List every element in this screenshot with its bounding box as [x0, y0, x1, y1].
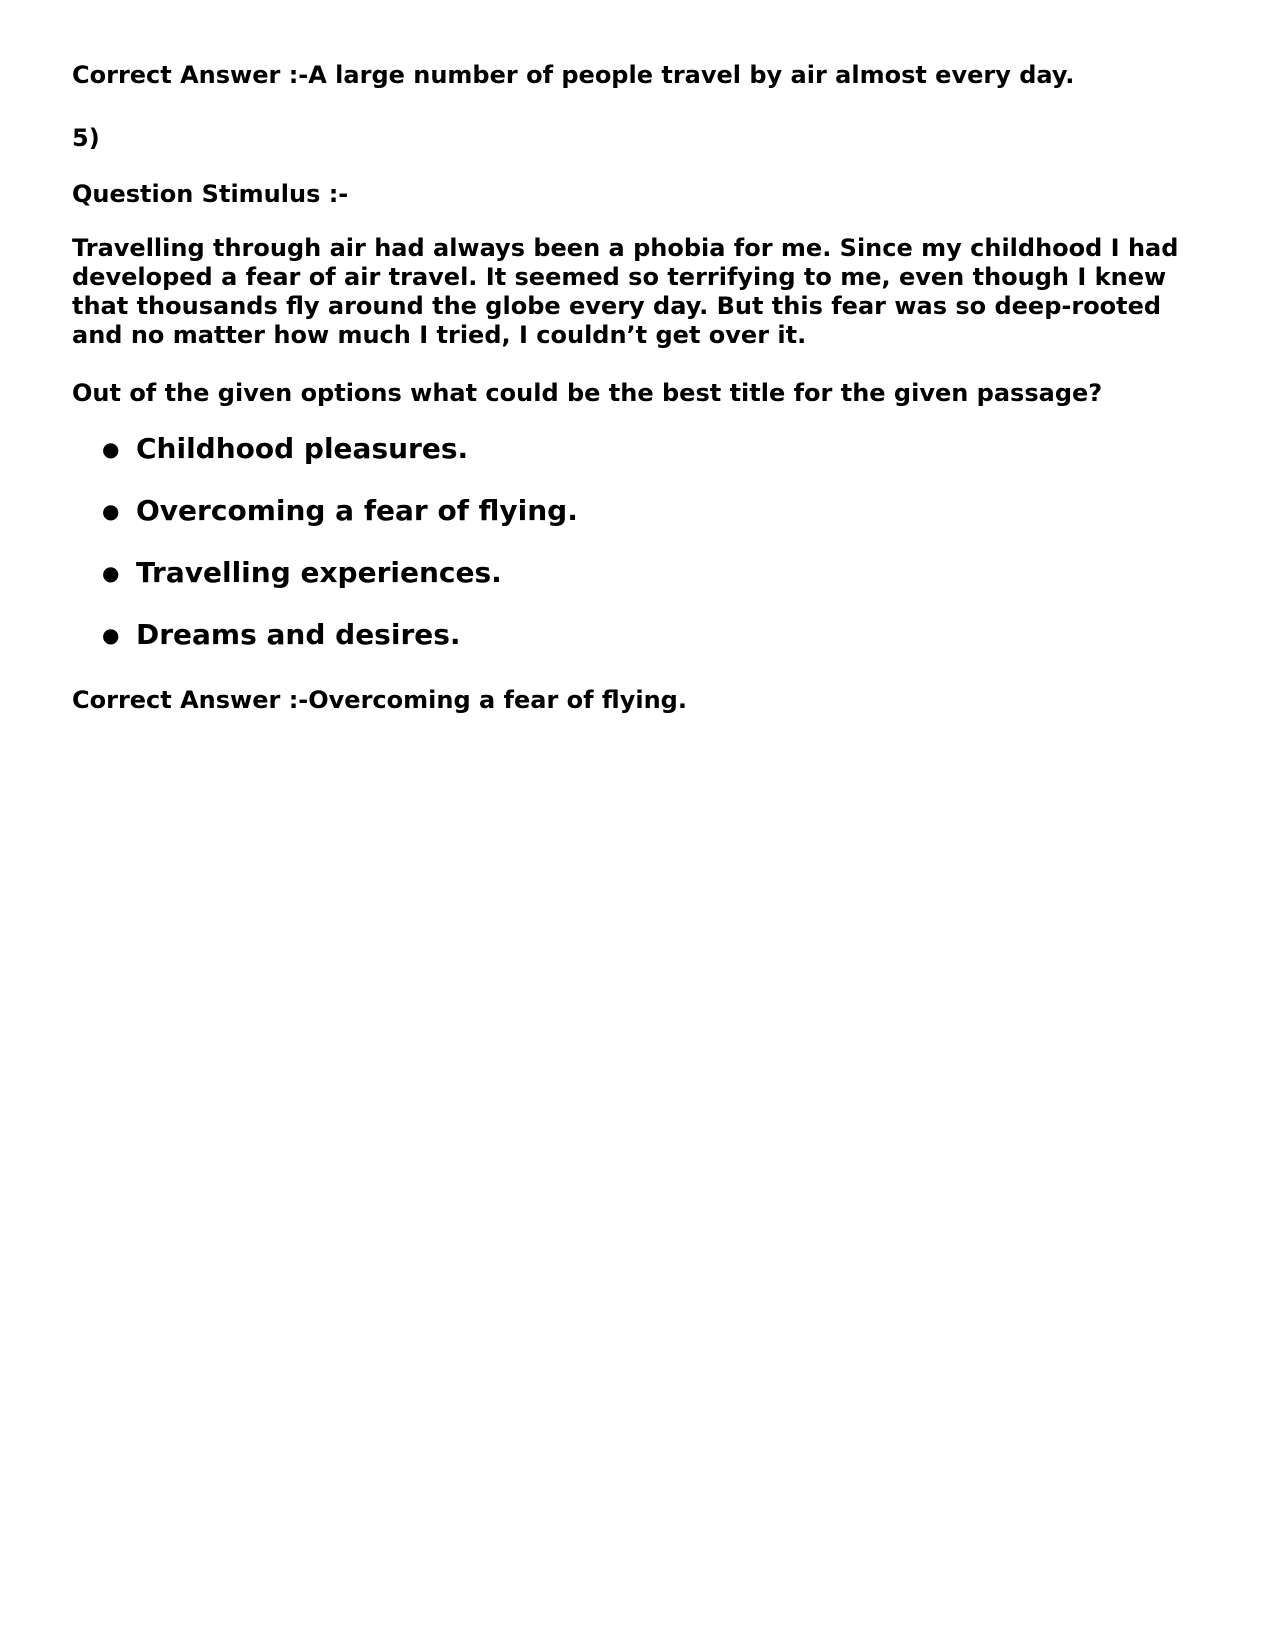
- stimulus-label: Question Stimulus :-: [72, 180, 349, 208]
- option-label: Childhood pleasures.: [136, 432, 469, 465]
- bullet-icon: ●: [102, 499, 120, 523]
- passage-text: Travelling through air had always been a phobia for me. Since my childhood I had developed a fear of air travel. It seemed so terrifying to me, even though I knew that thousands fly around the globe every day. But this fear was so deep-rooted and no matter how much I tried, I couldn’t get over it.: [72, 234, 1179, 349]
- question-number: 5): [72, 124, 100, 152]
- option-label: Travelling experiences.: [136, 556, 502, 589]
- question-text: Out of the given options what could be the best title for the given passage?: [72, 379, 1103, 407]
- option-label: Dreams and desires.: [136, 618, 461, 651]
- previous-correct-answer: Correct Answer :-A large number of people travel by air almost every day.: [72, 61, 1075, 89]
- bullet-icon: ●: [102, 623, 120, 647]
- bullet-icon: ●: [102, 437, 120, 461]
- bullet-icon: ●: [102, 561, 120, 585]
- correct-answer: Correct Answer :-Overcoming a fear of flying.: [72, 686, 687, 714]
- option-label: Overcoming a fear of flying.: [136, 494, 578, 527]
